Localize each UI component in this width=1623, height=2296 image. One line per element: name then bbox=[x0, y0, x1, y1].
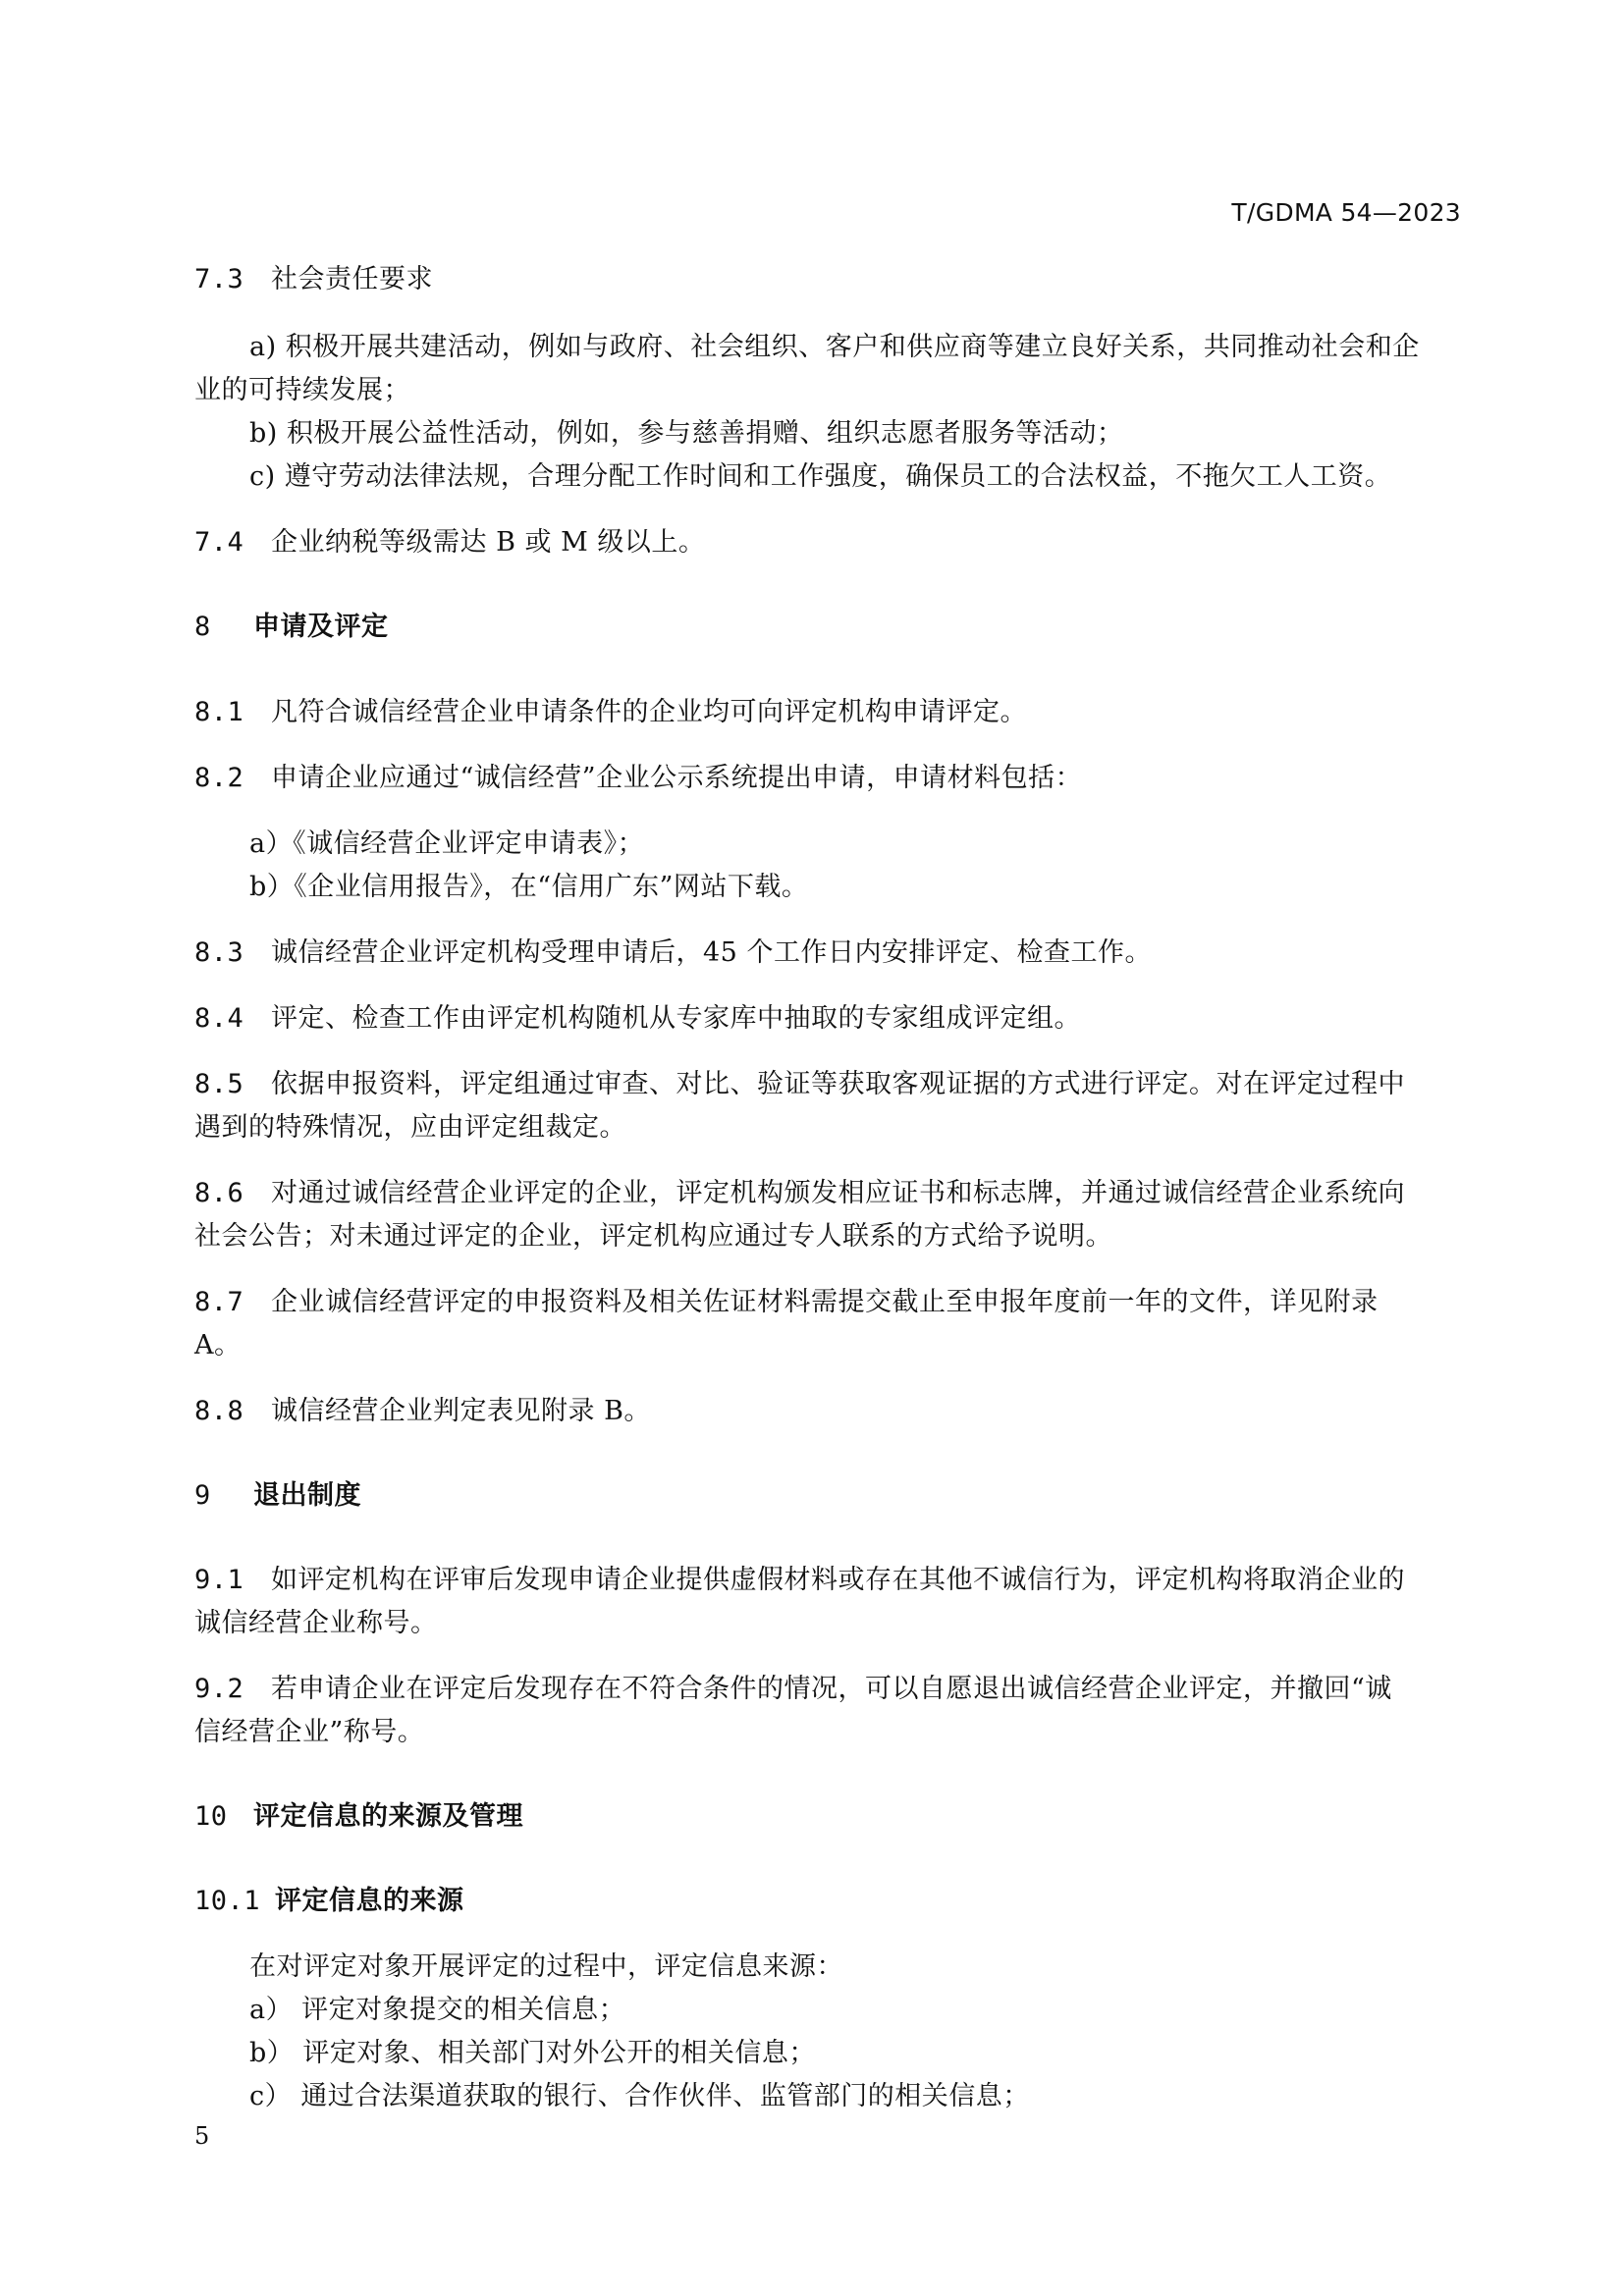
chapter-number: 10 bbox=[194, 1801, 228, 1832]
clause-number: 8.8 bbox=[194, 1396, 244, 1426]
clause-number: 9.1 bbox=[194, 1565, 244, 1595]
clause-text: 企业纳税等级需达 B 或 M 级以上。 bbox=[271, 527, 706, 558]
clause-number: 8.2 bbox=[194, 763, 244, 793]
list-item-b: b) 积极开展公益性活动，例如，参与慈善捐赠、组织志愿者服务等活动； bbox=[249, 418, 1124, 449]
list-item-b: b） 评定对象、相关部门对外公开的相关信息； bbox=[249, 2038, 816, 2068]
clause-9-2-line2: 信经营企业”称号。 bbox=[194, 1717, 425, 1747]
list-item-c: c） 通过合法渠道获取的银行、合作伙伴、监管部门的相关信息； bbox=[249, 2081, 1030, 2111]
clause-8-3 bbox=[194, 935, 1152, 971]
clause-8-2 bbox=[194, 761, 1082, 796]
clause-number: 8.4 bbox=[194, 1003, 244, 1034]
clause-8-6-line2: 社会公告；对未通过评定的企业，评定机构应通过专人联系的方式给予说明。 bbox=[194, 1221, 1112, 1252]
clause-number: 10.1 bbox=[194, 1886, 261, 1916]
chapter-title: 申请及评定 bbox=[253, 612, 389, 642]
clause-text: 若申请企业在评定后发现存在不符合条件的情况，可以自愿退出诚信经营企业评定，并撤回“诚 bbox=[271, 1674, 1392, 1704]
clause-number: 8.7 bbox=[194, 1287, 244, 1317]
clause-number: 8.3 bbox=[194, 937, 244, 968]
clause-text: 诚信经营企业判定表见附录 B。 bbox=[271, 1396, 651, 1426]
clause-8-5 bbox=[194, 1067, 1405, 1102]
chapter-10-heading bbox=[194, 1799, 523, 1835]
clause-text: 企业诚信经营评定的申报资料及相关佐证材料需提交截止至申报年度前一年的文件，详见附录 bbox=[271, 1287, 1379, 1317]
chapter-8-heading bbox=[194, 610, 389, 645]
list-item-b: b）《企业信用报告》，在“信用广东”网站下载。 bbox=[249, 872, 809, 902]
clause-8-7-line2: A。 bbox=[194, 1330, 242, 1361]
clause-8-4 bbox=[194, 1001, 1081, 1037]
clause-9-2 bbox=[194, 1672, 1392, 1707]
clause-number: 7.3 bbox=[194, 264, 244, 294]
clause-text: 对通过诚信经营企业评定的企业，评定机构颁发相应证书和标志牌，并通过诚信经营企业系统向 bbox=[271, 1178, 1405, 1208]
chapter-9-heading bbox=[194, 1478, 361, 1514]
chapter-title: 评定信息的来源及管理 bbox=[253, 1801, 523, 1832]
clause-text: 诚信经营企业评定机构受理申请后，45 个工作日内安排评定、检查工作。 bbox=[271, 937, 1152, 968]
clause-text: 如评定机构在评审后发现申请企业提供虚假材料或存在其他不诚信行为，评定机构将取消企业的 bbox=[271, 1565, 1405, 1595]
chapter-title: 退出制度 bbox=[253, 1480, 361, 1511]
clause-10-1-intro: 在对评定对象开展评定的过程中，评定信息来源： bbox=[249, 1951, 843, 1982]
clause-text: 依据申报资料，评定组通过审查、对比、验证等获取客观证据的方式进行评定。对在评定过程中 bbox=[271, 1069, 1405, 1099]
list-item-a: a） 评定对象提交的相关信息； bbox=[249, 1995, 626, 2025]
chapter-number: 8 bbox=[194, 612, 211, 642]
clause-number: 9.2 bbox=[194, 1674, 244, 1704]
clause-title: 评定信息的来源 bbox=[275, 1886, 464, 1916]
chapter-number: 9 bbox=[194, 1480, 211, 1511]
clause-number: 8.6 bbox=[194, 1178, 244, 1208]
clause-9-1 bbox=[194, 1563, 1405, 1598]
clause-9-1-line2: 诚信经营企业称号。 bbox=[194, 1608, 438, 1638]
clause-8-1 bbox=[194, 695, 1027, 730]
clause-number: 8.1 bbox=[194, 697, 244, 727]
clause-8-7 bbox=[194, 1285, 1379, 1320]
clause-text: 申请企业应通过“诚信经营”企业公示系统提出申请，申请材料包括： bbox=[271, 763, 1083, 793]
standard-code: T/GDMA 54—2023 bbox=[1231, 198, 1461, 227]
clause-number: 7.4 bbox=[194, 527, 244, 558]
clause-text: 凡符合诚信经营企业申请条件的企业均可向评定机构申请评定。 bbox=[271, 697, 1027, 727]
list-item-a: a）《诚信经营企业评定申请表》； bbox=[249, 828, 645, 859]
list-item-a-line1: a) 积极开展共建活动，例如与政府、社会组织、客户和供应商等建立良好关系，共同推动社会和企 bbox=[249, 332, 1420, 362]
clause-7-4 bbox=[194, 525, 705, 561]
page-number: 5 bbox=[194, 2122, 210, 2150]
clause-number: 8.5 bbox=[194, 1069, 244, 1099]
clause-8-5-line2: 遇到的特殊情况，应由评定组裁定。 bbox=[194, 1112, 626, 1143]
clause-8-8 bbox=[194, 1394, 651, 1429]
clause-text: 评定、检查工作由评定机构随机从专家库中抽取的专家组成评定组。 bbox=[271, 1003, 1081, 1034]
list-item-a-line2: 业的可持续发展； bbox=[194, 375, 410, 405]
clause-8-6 bbox=[194, 1176, 1405, 1211]
list-item-c: c) 遵守劳动法律法规，合理分配工作时间和工作强度，确保员工的合法权益，不拖欠工人工资。 bbox=[249, 461, 1392, 492]
clause-10-1-heading bbox=[194, 1884, 464, 1919]
clause-7-3-heading bbox=[194, 262, 433, 297]
clause-title: 社会责任要求 bbox=[271, 264, 433, 294]
